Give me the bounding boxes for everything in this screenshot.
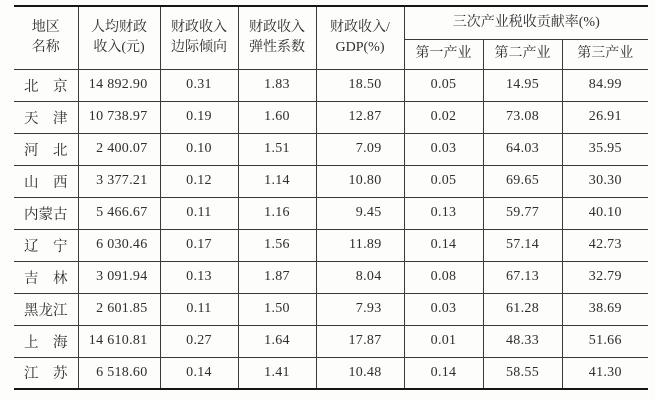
cell-region-name: 上 海 <box>14 325 78 357</box>
cell-revenue-gdp-ratio: 7.09 <box>316 133 404 165</box>
cell-secondary-industry: 58.55 <box>483 357 562 389</box>
cell-revenue-gdp-ratio: 8.04 <box>316 261 404 293</box>
header-region <box>14 6 78 69</box>
header-elasticity-coefficient <box>238 6 316 69</box>
cell-primary-industry: 0.13 <box>404 197 483 229</box>
cell-revenue-gdp-ratio: 12.87 <box>316 101 404 133</box>
header-region-line2: 名称 <box>31 39 60 55</box>
cell-elasticity-coefficient: 1.56 <box>238 229 316 261</box>
cell-region-name: 内蒙古 <box>14 197 78 229</box>
cell-marginal-propensity: 0.11 <box>160 293 238 325</box>
cell-per-capita-revenue: 5 466.67 <box>78 197 160 229</box>
cell-marginal-propensity: 0.17 <box>160 229 238 261</box>
cell-elasticity-coefficient: 1.14 <box>238 165 316 197</box>
header-elasticity-line1: 财政收入 <box>249 19 305 35</box>
table-row <box>14 69 648 101</box>
cell-primary-industry: 0.01 <box>404 325 483 357</box>
cell-secondary-industry: 67.13 <box>483 261 562 293</box>
cell-elasticity-coefficient: 1.87 <box>238 261 316 293</box>
header-per-capita-revenue <box>78 6 160 69</box>
header-row-top <box>14 6 648 39</box>
cell-marginal-propensity: 0.31 <box>160 69 238 101</box>
cell-revenue-gdp-ratio: 9.45 <box>316 197 404 229</box>
cell-tertiary-industry: 38.69 <box>562 293 648 325</box>
cell-per-capita-revenue: 10 738.97 <box>78 101 160 133</box>
header-secondary-industry: 第二产业 <box>483 39 562 69</box>
cell-marginal-propensity: 0.11 <box>160 197 238 229</box>
cell-revenue-gdp-ratio: 18.50 <box>316 69 404 101</box>
cell-per-capita-revenue: 2 601.85 <box>78 293 160 325</box>
cell-region-name: 辽 宁 <box>14 229 78 261</box>
table-row <box>14 165 648 197</box>
cell-primary-industry: 0.14 <box>404 357 483 389</box>
cell-tertiary-industry: 84.99 <box>562 69 648 101</box>
cell-revenue-gdp-ratio: 10.48 <box>316 357 404 389</box>
fiscal-revenue-table <box>14 5 648 390</box>
table-row <box>14 133 648 165</box>
cell-elasticity-coefficient: 1.51 <box>238 133 316 165</box>
cell-region-name: 河 北 <box>14 133 78 165</box>
cell-primary-industry: 0.05 <box>404 165 483 197</box>
cell-region-name: 黑龙江 <box>14 293 78 325</box>
cell-revenue-gdp-ratio: 17.87 <box>316 325 404 357</box>
table-row <box>14 101 648 133</box>
cell-tertiary-industry: 40.10 <box>562 197 648 229</box>
cell-region-name: 吉 林 <box>14 261 78 293</box>
cell-secondary-industry: 73.08 <box>483 101 562 133</box>
cell-secondary-industry: 61.28 <box>483 293 562 325</box>
header-marginal-line1: 财政收入 <box>171 19 227 35</box>
cell-per-capita-revenue: 3 091.94 <box>78 261 160 293</box>
cell-per-capita-revenue: 14 892.90 <box>78 69 160 101</box>
cell-primary-industry: 0.03 <box>404 293 483 325</box>
cell-tertiary-industry: 32.79 <box>562 261 648 293</box>
header-marginal-propensity <box>160 6 238 69</box>
cell-marginal-propensity: 0.19 <box>160 101 238 133</box>
table-header <box>14 6 648 69</box>
cell-tertiary-industry: 30.30 <box>562 165 648 197</box>
cell-primary-industry: 0.02 <box>404 101 483 133</box>
header-industry-tax-contribution-group: 三次产业税收贡献率(%) <box>404 6 648 39</box>
cell-revenue-gdp-ratio: 10.80 <box>316 165 404 197</box>
cell-revenue-gdp-ratio: 7.93 <box>316 293 404 325</box>
cell-per-capita-revenue: 2 400.07 <box>78 133 160 165</box>
cell-marginal-propensity: 0.27 <box>160 325 238 357</box>
header-marginal-line2: 边际倾向 <box>171 39 227 55</box>
cell-secondary-industry: 14.95 <box>483 69 562 101</box>
cell-secondary-industry: 48.33 <box>483 325 562 357</box>
cell-primary-industry: 0.03 <box>404 133 483 165</box>
header-elasticity-line2: 弹性系数 <box>249 39 305 55</box>
header-primary-industry: 第一产业 <box>404 39 483 69</box>
cell-elasticity-coefficient: 1.16 <box>238 197 316 229</box>
cell-revenue-gdp-ratio: 11.89 <box>316 229 404 261</box>
header-per-capita-line1: 人均财政 <box>91 19 147 35</box>
header-gdp-line2: GDP(%) <box>335 39 385 55</box>
cell-elasticity-coefficient: 1.64 <box>238 325 316 357</box>
cell-marginal-propensity: 0.13 <box>160 261 238 293</box>
cell-secondary-industry: 59.77 <box>483 197 562 229</box>
cell-primary-industry: 0.14 <box>404 229 483 261</box>
header-region-line1: 地区 <box>31 19 60 35</box>
cell-marginal-propensity: 0.12 <box>160 165 238 197</box>
table-row <box>14 197 648 229</box>
cell-elasticity-coefficient: 1.60 <box>238 101 316 133</box>
cell-secondary-industry: 57.14 <box>483 229 562 261</box>
cell-marginal-propensity: 0.14 <box>160 357 238 389</box>
cell-tertiary-industry: 42.73 <box>562 229 648 261</box>
cell-tertiary-industry: 41.30 <box>562 357 648 389</box>
cell-per-capita-revenue: 3 377.21 <box>78 165 160 197</box>
header-per-capita-line2: 收入(元) <box>93 39 145 55</box>
cell-secondary-industry: 64.03 <box>483 133 562 165</box>
table-row <box>14 229 648 261</box>
cell-marginal-propensity: 0.10 <box>160 133 238 165</box>
table-row <box>14 293 648 325</box>
cell-elasticity-coefficient: 1.50 <box>238 293 316 325</box>
header-revenue-gdp-ratio <box>316 6 404 69</box>
cell-per-capita-revenue: 14 610.81 <box>78 325 160 357</box>
cell-per-capita-revenue: 6 518.60 <box>78 357 160 389</box>
table-body <box>14 69 648 389</box>
table-row <box>14 325 648 357</box>
cell-per-capita-revenue: 6 030.46 <box>78 229 160 261</box>
table-row <box>14 261 648 293</box>
cell-elasticity-coefficient: 1.83 <box>238 69 316 101</box>
table-row <box>14 357 648 389</box>
cell-region-name: 山 西 <box>14 165 78 197</box>
cell-tertiary-industry: 51.66 <box>562 325 648 357</box>
cell-secondary-industry: 69.65 <box>483 165 562 197</box>
header-gdp-line1: 财政收入/ <box>330 19 390 35</box>
cell-primary-industry: 0.05 <box>404 69 483 101</box>
cell-elasticity-coefficient: 1.41 <box>238 357 316 389</box>
cell-tertiary-industry: 26.91 <box>562 101 648 133</box>
cell-tertiary-industry: 35.95 <box>562 133 648 165</box>
cell-region-name: 江 苏 <box>14 357 78 389</box>
cell-primary-industry: 0.08 <box>404 261 483 293</box>
cell-region-name: 天 津 <box>14 101 78 133</box>
cell-region-name: 北 京 <box>14 69 78 101</box>
header-tertiary-industry: 第三产业 <box>562 39 648 69</box>
